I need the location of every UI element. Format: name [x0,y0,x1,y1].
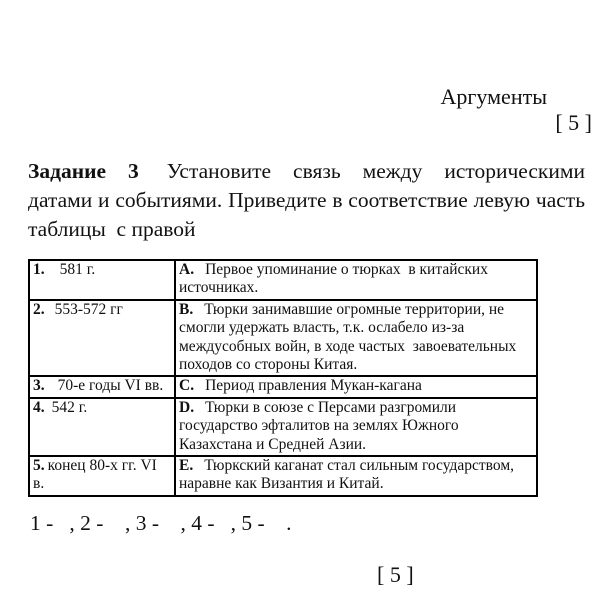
option-letter: B. [179,300,194,318]
event-text: Период правления Мукан-кагана [205,377,422,395]
row-number: 5. [33,457,45,475]
row-number: 2. [33,300,45,318]
row-number: 3. [33,377,45,395]
option-letter: D. [179,398,195,416]
event-cell [175,376,537,397]
event-cell [175,260,537,300]
task-instruction-text: Установите связь между историческими датами и событиями. Приведите в соответствие левую часть таблицы с правой [28,159,585,241]
event-cell [175,456,537,496]
date-text: 70-е годы VI вв. [57,377,164,395]
matching-table [28,259,538,497]
date-text: конец 80-х гг. VI в. [33,457,157,493]
event-text: Тюрки в союзе с Персами разгромили государство эфталитов на землях Южного Казахстана и Средней Азии. [179,398,459,453]
option-letter: C. [179,377,195,395]
date-cell [29,456,175,496]
bottom-score-badge: [ 5 ] [377,562,414,587]
date-cell [29,376,175,397]
date-cell [29,260,175,300]
event-text: Тюрки занимавшие огромные территории, не смогли удержать власть, т.к. ослабело из-за междусобных войн, в ходе частых завоевательных походов со стороны Китая. [179,300,517,374]
top-score-badge: [ 5 ] [555,110,592,135]
row-number: 4. [33,398,45,416]
date-text: 553-572 гг [54,300,123,318]
table-row [29,376,537,397]
event-cell [175,398,537,456]
date-text: 542 г. [51,398,88,416]
option-letter: A. [179,261,195,278]
task-paragraph [28,157,585,244]
task-title: Задание 3 [28,159,139,183]
table-row [29,456,537,496]
row-number: 1. [33,261,45,278]
arguments-label: Аргументы [440,84,547,109]
event-text: Первое упоминание о тюрках в китайских источниках. [179,261,488,297]
answer-blanks-line: 1 - , 2 - , 3 - , 4 - , 5 - . [30,511,292,535]
date-cell [29,398,175,456]
option-letter: E. [179,457,194,475]
event-text: Тюркский каганат стал сильным государством, наравне как Византия и Китай. [179,457,515,493]
matching-table-body [29,260,537,496]
table-row [29,300,537,377]
table-row [29,398,537,456]
table-row [29,260,537,300]
event-cell [175,300,537,377]
date-cell [29,300,175,377]
date-text: 581 г. [59,261,96,278]
